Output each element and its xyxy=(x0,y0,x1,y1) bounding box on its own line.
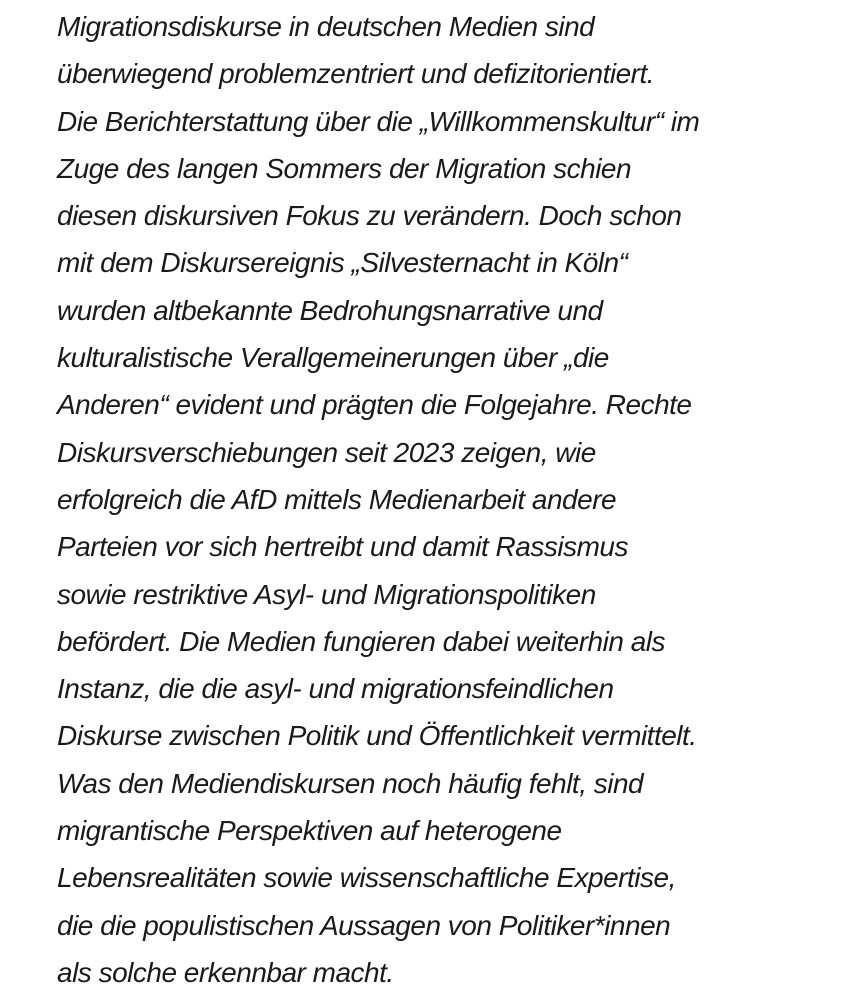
abstract-line: mit dem Diskursereignis „Silvesternacht in Köln“ xyxy=(57,247,628,279)
abstract-line: Parteien vor sich hertreibt und damit Rassismus xyxy=(57,531,628,563)
abstract-line: kulturalistische Verallgemeinerungen über „die xyxy=(57,342,609,374)
abstract-line: Zuge des langen Sommers der Migration schien xyxy=(57,152,632,184)
abstract-line: erfolgreich die AfD mittels Medienarbeit andere xyxy=(57,483,617,515)
abstract-line: die die populistischen Aussagen von Politiker*innen xyxy=(57,909,671,941)
abstract-line: wurden altbekannte Bedrohungsnarrative und xyxy=(57,294,603,326)
abstract-line: Anderen“ evident und prägten die Folgejahre. Rechte xyxy=(57,389,692,421)
abstract-line: diesen diskursiven Fokus zu verändern. Doch schon xyxy=(57,200,682,232)
abstract-line: Migrationsdiskurse in deutschen Medien sind xyxy=(57,11,595,42)
abstract-line: Diskurse zwischen Politik und Öffentlichkeit vermittelt. xyxy=(57,720,697,752)
abstract-line: Die Berichterstattung über die „Willkommenskultur“ im xyxy=(57,105,700,137)
abstract-line: migrantische Perspektiven auf heterogene xyxy=(57,815,562,847)
abstract-line: als solche erkennbar macht. xyxy=(57,956,394,988)
abstract-line: Lebensrealitäten sowie wissenschaftliche Expertise, xyxy=(57,862,676,894)
abstract-line: sowie restriktive Asyl- und Migrationspolitiken xyxy=(57,578,596,610)
abstract-line: überwiegend problemzentriert und defizitorientiert. xyxy=(57,58,655,90)
abstract-paragraph xyxy=(57,0,847,996)
abstract-line: befördert. Die Medien fungieren dabei weiterhin als xyxy=(57,625,665,657)
abstract-line: Diskursverschiebungen seit 2023 zeigen, wie xyxy=(57,436,596,468)
abstract-line: Was den Mediendiskursen noch häufig fehlt, sind xyxy=(57,767,644,799)
abstract-line: Instanz, die die asyl- und migrationsfeindlichen xyxy=(57,673,614,705)
